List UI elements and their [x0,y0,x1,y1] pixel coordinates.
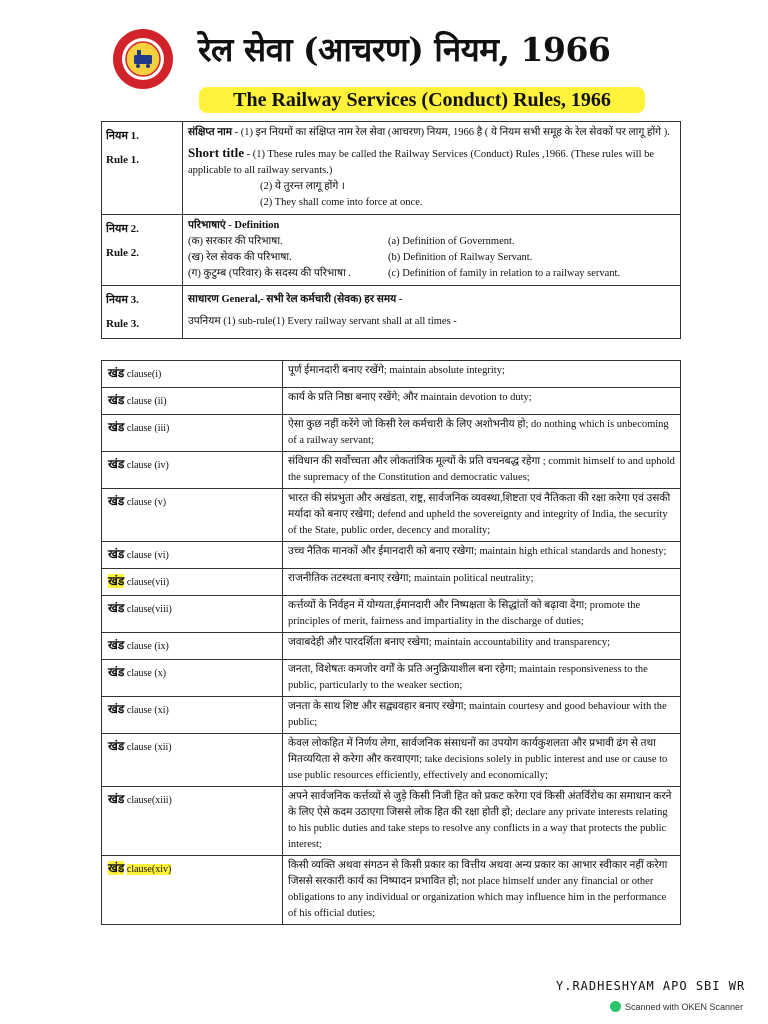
clause-row [102,697,681,734]
definition-en: (a) Definition of Government. [388,236,515,247]
definition-hi: (ख) रेल सेवक की परिभाषा. [188,252,292,263]
definition-hi: (ग) कुटुम्ब (परिवार) के सदस्य की परिभाषा . [188,268,352,279]
clause-key: खंड [108,494,125,508]
rule-1-text1-en: - (1) These rules may be called the Railway Services (Conduct) Rules ,1966. (These rules will be applicable to all railway servants.) [188,149,655,176]
scanner-text: Scanned with OKEN Scanner [625,1001,744,1012]
clause-row [102,361,681,388]
clauses-table [101,360,681,925]
clause-number: clause (ix) [126,641,169,652]
rule-3-label-hi: नियम 3. [106,294,139,306]
clause-row [102,734,681,787]
clause-key: खंड [108,393,125,407]
scanner-check-icon [610,1001,621,1012]
clause-text: जनता, विशेषतः कमजोर वर्गों के प्रति अनुक्रियाशील बना रहेगा; maintain responsiveness to the public, particularly to the weaker section; [283,660,681,697]
rule-3-line2: उपनियम (1) sub-rule(1) Every railway servant shall at all times - [188,316,457,327]
clause-number: clause(xiv) [126,864,172,875]
clause-row [102,415,681,452]
clause-row [102,660,681,697]
definition-en: (c) Definition of family in relation to a railway servant. [388,268,621,279]
rule-2-label-en: Rule 2. [106,247,139,259]
clause-key: खंड [108,665,125,679]
clause-number: clause(viii) [126,604,172,615]
clause-number: clause (xi) [126,705,169,716]
clause-row [102,633,681,660]
clause-text: संविधान की सर्वोच्चता और लोकतांत्रिक मूल्यों के प्रति वचनबद्ध रहेगा ; commit himself to and uphold the supremacy of the Constitution and democratic values; [283,452,681,489]
clause-key: खंड [108,574,125,588]
clause-number: clause (vi) [126,550,169,561]
rule-2-row [102,215,681,286]
clause-row [102,542,681,569]
clause-key: खंड [108,702,125,716]
clause-number: clause(xiii) [126,795,172,806]
clause-text: कार्य के प्रति निष्ठा बनाए रखेंगे; और maintain devotion to duty; [283,388,681,415]
clause-row [102,569,681,596]
clause-number: clause (iii) [126,423,170,434]
indian-railways-logo [112,28,174,90]
clause-text: जवाबदेही और पारदर्शिता बनाए रखेगा; maintain accountability and transparency; [283,633,681,660]
clause-row [102,787,681,856]
clause-text: भारत की संप्रभुता और अखंडता, राष्ट्र, सार्वजनिक व्यवस्था,शिष्टता एवं नैतिकता की रक्षा करेगा एवं उसकी मर्यादा को बनाए रखेगा; defend and upheld the sovereignty and integrity of India, the security of the State, public order, decency and morality; [283,489,681,542]
clause-text: किसी व्यक्ति अथवा संगठन से किसी प्रकार का वित्तीय अथवा अन्य प्रकार का आभार स्वीकार नहीं करेगा जिससे सरकारी कार्य का निष्पादन प्रभावित हो; not place himself under any financial or other obligations to any individual or organization which may influence him in the performance of his official duties; [283,856,681,925]
clause-row [102,856,681,925]
clause-text: कर्त्तव्यों के निर्वहन में योग्यता,ईमानदारी और निष्पक्षता के सिद्धांतों को बढ़ावा देगा; promote the principles of merit, fairness and impartiality in the discharge of duties; [283,596,681,633]
definition-en: (b) Definition of Railway Servant. [388,252,533,263]
english-title: The Railway Services (Conduct) Rules, 1966 [199,87,645,113]
rule-1-heading-hi: संक्षिप्त नाम [188,127,233,138]
clause-row [102,388,681,415]
clause-key: खंड [108,420,125,434]
clause-key: खंड [108,792,125,806]
clause-key: खंड [108,861,125,875]
definition-hi: (क) सरकार की परिभाषा. [188,236,283,247]
rule-2-heading: परिभाषाएं - Definition [188,220,280,231]
clause-row [102,596,681,633]
rule-1-text2-hi: (2) ये तुरन्त लागू होंगे । [260,181,345,192]
rule-1-heading-en: Short title [188,145,244,160]
clause-key: खंड [108,739,125,753]
hindi-title: रेल सेवा (आचरण) नियम, 1966 [198,30,611,69]
clause-number: clause (x) [126,668,167,679]
clause-number: clause (ii) [126,396,167,407]
scanner-watermark [610,1001,743,1012]
clause-number: clause (xii) [126,742,172,753]
rules-table [101,121,681,339]
rule-1-row [102,122,681,215]
definition-list [188,234,675,282]
clause-number: clause(vii) [126,577,170,588]
clause-row [102,489,681,542]
clause-number: clause (iv) [126,460,169,471]
rule-3-line1: साधारण General,- सभी रेल कर्मचारी (सेवक) हर समय - [188,294,403,305]
clause-key: खंड [108,366,125,380]
clause-key: खंड [108,601,125,615]
rule-1-label-hi: नियम 1. [106,130,139,142]
clause-number: clause(i) [126,369,162,380]
clause-text: केवल लोकहित में निर्णय लेगा, सार्वजनिक संसाधनों का उपयोग कार्यकुशलता और प्रभावी ढंग से तथा मितव्ययिता से करेगा और करवाएगा; take decisions solely in public interest and use or cause to use public resources efficiently, effectively and economically; [283,734,681,787]
clause-text: पूर्ण ईमानदारी बनाए रखेंगे; maintain absolute integrity; [283,361,681,388]
clause-text: जनता के साथ शिष्ट और सद्व्यवहार बनाए रखेगा; maintain courtesy and good behaviour with the public; [283,697,681,734]
author-signature: Y.RADHESHYAM APO SBI WR [556,979,746,993]
rule-1-label-en: Rule 1. [106,154,139,166]
clause-text: ऐसा कुछ नहीं करेंगे जो किसी रेल कर्मचारी के लिए अशोभनीय हो; do nothing which is unbecoming of a railway servant; [283,415,681,452]
rule-3-label-en: Rule 3. [106,318,139,330]
clause-key: खंड [108,457,125,471]
clause-text: अपने सार्वजनिक कर्त्तव्यों से जुड़े किसी निजी हित को प्रकट करेगा एवं किसी अंतर्विरोध का समाधान करने के लिए ऐसे कदम उठाएगा जिससे लोक हित की रक्षा होती हो; declare any private interests relating to his public duties and take steps to resolve any conflicts in a way that protects the public interest; [283,787,681,856]
rule-2-label-hi: नियम 2. [106,223,139,235]
clause-row [102,452,681,489]
clause-text: राजनीतिक तटस्थता बनाए रखेगा; maintain political neutrality; [283,569,681,596]
clause-text: उच्च नैतिक मानकों और ईमानदारी को बनाए रखेगा; maintain high ethical standards and honesty; [283,542,681,569]
rule-3-row [102,286,681,339]
clause-key: खंड [108,638,125,652]
rule-1-text1-hi: - (1) इन नियमों का संक्षिप्त नाम रेल सेवा (आचरण) नियम, 1966 है ( ये नियम सभी समूह के रेल सेवकों पर लागू होंगे ). [232,127,670,138]
rule-1-text2-en: (2) They shall come into force at once. [260,197,423,208]
clause-number: clause (v) [126,497,167,508]
clause-key: खंड [108,547,125,561]
